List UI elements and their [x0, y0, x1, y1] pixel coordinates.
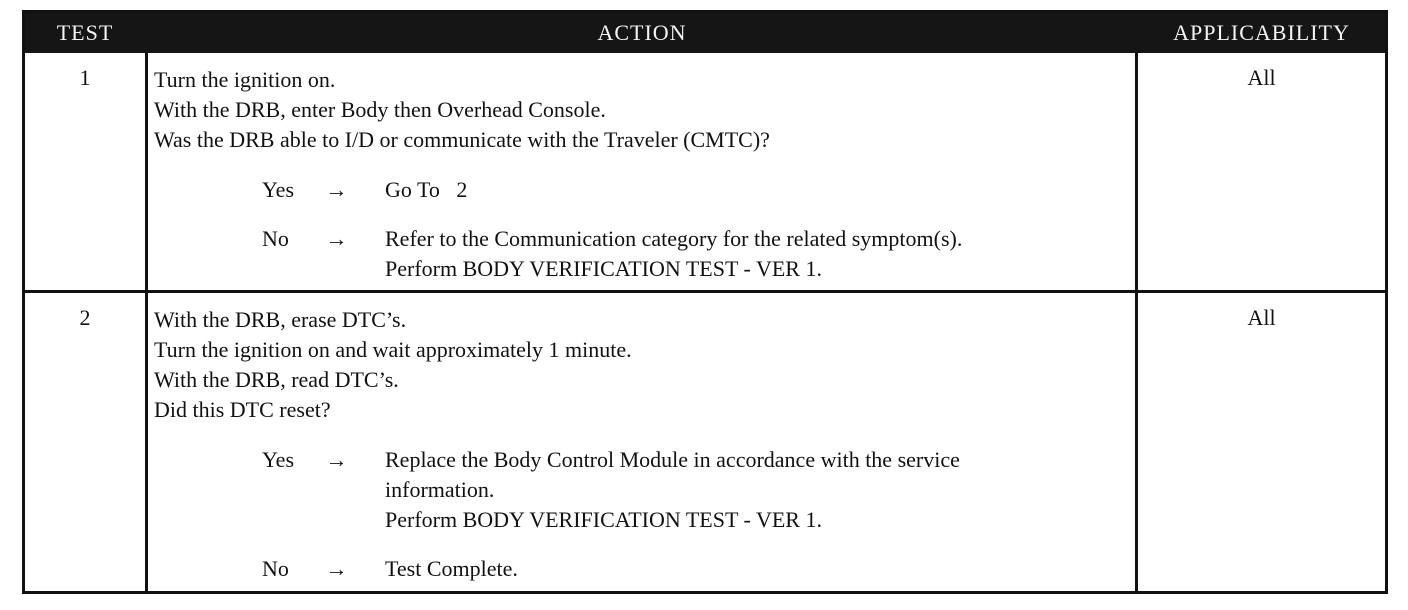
choice-text [385, 554, 518, 584]
table-row [25, 293, 1385, 591]
choice-yes [262, 175, 1134, 205]
choice-no [262, 224, 1134, 284]
choice-line: Refer to the Communication category for the related symptom(s). [385, 226, 963, 251]
header-test: TEST [56, 20, 114, 45]
action-line: Turn the ignition on and wait approximately 1 minute. [154, 337, 632, 362]
choice-label: No [262, 226, 289, 251]
action-line: Did this DTC reset? [154, 397, 331, 422]
header-action: ACTION [597, 20, 687, 45]
action-cell [154, 65, 1134, 284]
test-number: 2 [79, 305, 91, 330]
choice-label: Yes [262, 447, 295, 472]
choice-text [385, 445, 960, 535]
arrow-icon: → [325, 226, 348, 251]
arrow-icon: → [325, 447, 348, 472]
action-line: Was the DRB able to I/D or communicate with the Traveler (CMTC)? [154, 127, 770, 152]
header-applicability: APPLICABILITY [1173, 20, 1350, 45]
choice-line: Perform BODY VERIFICATION TEST - VER 1. [385, 256, 822, 281]
arrow-icon: → [325, 556, 348, 581]
choice-line: Perform BODY VERIFICATION TEST - VER 1. [385, 507, 822, 532]
applicability-cell: All [1247, 65, 1276, 90]
table-row [25, 53, 1385, 290]
arrow-icon: → [325, 177, 348, 202]
action-line: With the DRB, enter Body then Overhead Console. [154, 97, 606, 122]
test-number: 1 [79, 65, 91, 90]
action-line: With the DRB, erase DTC’s. [154, 307, 407, 332]
choice-no [262, 554, 1134, 584]
choice-line: Test Complete. [385, 556, 518, 581]
choice-yes [262, 445, 1134, 535]
action-line: With the DRB, read DTC’s. [154, 367, 399, 392]
choice-line: Go To 2 [385, 177, 468, 202]
diagnostic-test-table [22, 10, 1388, 594]
choice-text [385, 175, 467, 205]
choice-label: No [262, 556, 289, 581]
action-line: Turn the ignition on. [154, 67, 336, 92]
table-header [25, 13, 1385, 53]
choice-label: Yes [262, 177, 295, 202]
choice-text [385, 224, 962, 284]
applicability-cell: All [1247, 305, 1276, 330]
action-cell [154, 305, 1134, 584]
choice-line: information. [385, 477, 495, 502]
choice-line: Replace the Body Control Module in accordance with the service [385, 447, 960, 472]
